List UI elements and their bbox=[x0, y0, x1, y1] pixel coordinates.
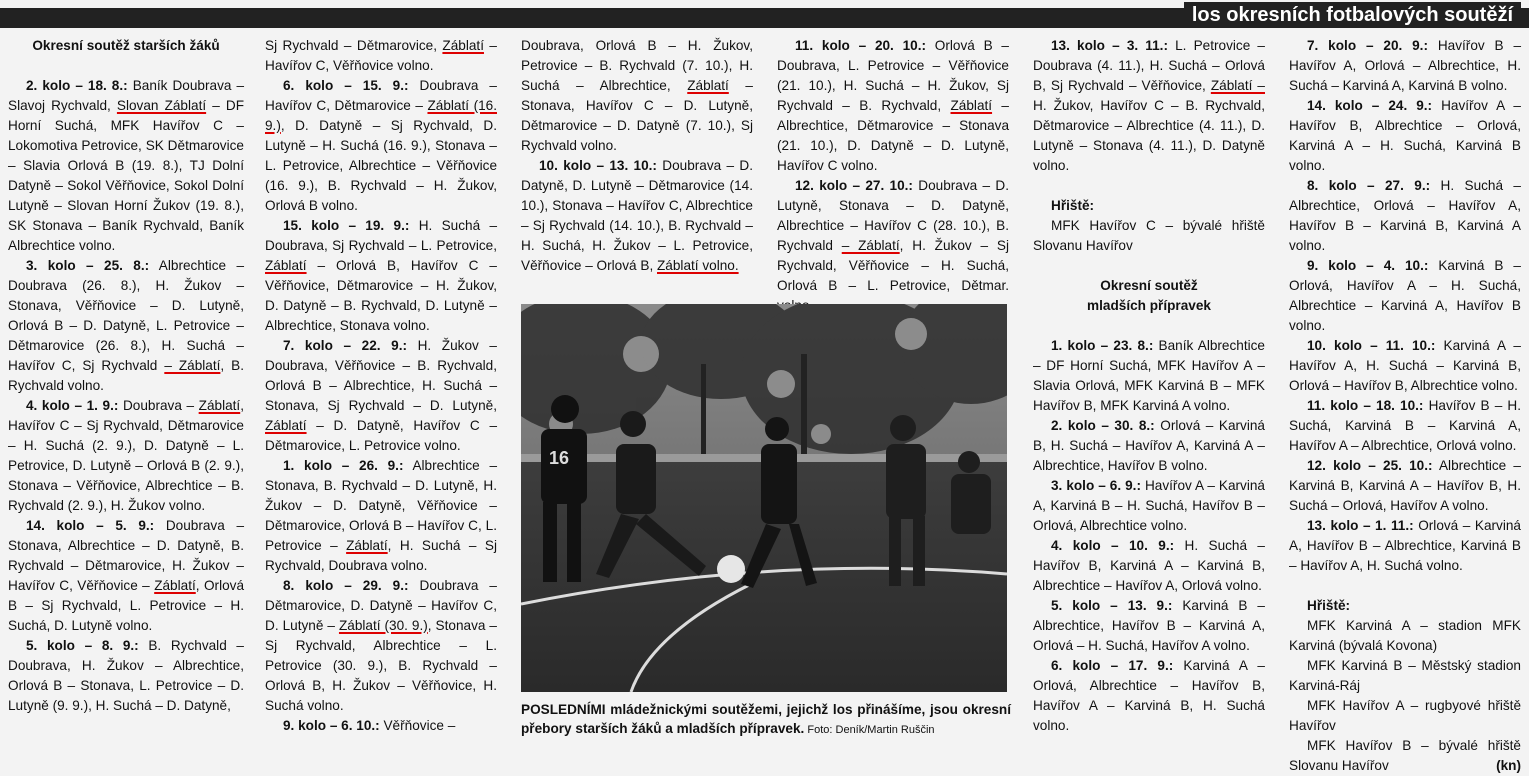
pitch-karvina-b: MFK Karviná B – Městský stadion Karviná-Ráj bbox=[1289, 658, 1521, 693]
jersey-number: 16 bbox=[549, 448, 570, 468]
column-3 bbox=[521, 36, 753, 276]
round-11: 11. kolo – 20. 10.: Orlová B – Doubrava, L. Petrovice – Věřňovice (21. 10.), H. Suchá – H. Žukov, Sj Rychvald – B. Rychvald, Záblatí – Albrechtice, Dětmarovice – Stonava (21. 10.), D. Datyně – D. Lutyně, Havířov C volno. bbox=[777, 38, 1009, 173]
prep-round-3: 3. kolo – 6. 9.: Havířov A – Karviná A, Karviná B – H. Suchá, Havířov B – Orlová, Albrechtice volno. bbox=[1033, 478, 1265, 533]
prep-round-9: 9. kolo – 4. 10.: Karviná B – Orlová, Havířov A – H. Suchá, Albrechtice – Karviná A, Havířov B volno. bbox=[1289, 258, 1521, 333]
round-10: 10. kolo – 13. 10.: Doubrava – D. Datyně, D. Lutyně – Dětmarovice (14. 10.), Stonava – Havířov C, Albrechtice – Sj Rychvald (14. 10.), B. Rychvald – H. Suchá, H. Žukov – L. Petrovice, Věřňovice – Orlová B, Záblatí volno. bbox=[521, 158, 753, 273]
prep-round-12: 12. kolo – 25. 10.: Albrechtice – Karviná B, Karviná A – Havířov B, H. Suchá – Orlová, Havířov A volno. bbox=[1289, 458, 1521, 513]
prep-round-7: 7. kolo – 20. 9.: Havířov B – Havířov A, Orlová – Albrechtice, H. Suchá – Karviná A, Karviná B volno. bbox=[1289, 38, 1521, 93]
prep-round-2: 2. kolo – 30. 8.: Orlová – Karviná B, H. Suchá – Havířov A, Karviná A – Albrechtice, Havířov B volno. bbox=[1033, 418, 1265, 473]
round-2: 2. kolo – 18. 8.: Baník Doubrava – Slavoj Rychvald, Slovan Záblatí – DF Horní Suchá, MFK Havířov C – Lokomotiva Petrovice, SK Dětmarovice – Slavia Orlová B (19. 8.), TJ Dolní Datyně – Sokol Věřňovice, Sokol Dolní Lutyně – Slovan Horní Žukov (19. 8.), SK Stonava – Baník Rychvald, Baník Albrechtice volno. bbox=[8, 78, 245, 253]
round-13: 13. kolo – 3. 11.: L. Petrovice – Doubrava (4. 11.), H. Suchá – Orlová B, Sj Rychvald – Věřňovice, Záblatí – H. Žukov, Havířov C – B. Rychvald, Dětmarovice – Albrechtice (4. 11.), D. Lutyně – Stonava (4. 11.), D. Datyně volno. bbox=[1033, 38, 1265, 173]
round-1: 1. kolo – 26. 9.: Albrechtice – Stonava, B. Rychvald – D. Lutyně, H. Žukov – D. Datyně, Věřňovice – Dětmarovice, Orlová B – Havířov C, L. Petrovice – Záblatí, H. Suchá – Sj Rychvald, Doubrava volno. bbox=[265, 458, 497, 573]
author-initials: (kn) bbox=[1496, 758, 1521, 773]
section-heading-pripravky-2: mladších přípravek bbox=[1087, 298, 1211, 313]
pitch-heading-2: Hřiště: bbox=[1307, 598, 1351, 613]
round-5-cont: Sj Rychvald – Dětmarovice, Záblatí – Havířov C, Věřňovice volno. bbox=[265, 38, 497, 73]
prep-round-10: 10. kolo – 11. 10.: Karviná A – Havířov A, H. Suchá – Karviná B, Orlová – Havířov B, Albrechtice volno. bbox=[1289, 338, 1521, 393]
pitch-karvina-a: MFK Karviná A – stadion MFK Karviná (bývalá Kovona) bbox=[1289, 618, 1521, 653]
prep-round-1: 1. kolo – 23. 8.: Baník Albrechtice – DF Horní Suchá, MFK Havířov A – Slavia Orlová, MFK Karviná B – MFK Havířov B, MFK Karviná A volno. bbox=[1033, 338, 1265, 413]
column-6 bbox=[1289, 36, 1521, 776]
prep-round-8: 8. kolo – 27. 9.: H. Suchá – Albrechtice, Orlová – Havířov A, Havířov B – Karviná B, Karviná A volno. bbox=[1289, 178, 1521, 253]
prep-round-14: 14. kolo – 24. 9.: Havířov A – Havířov B, Albrechtice – Orlová, Karviná A – H. Suchá, Karviná B volno. bbox=[1289, 98, 1521, 173]
photo-caption bbox=[521, 700, 1011, 740]
pitch-havirov-b: MFK Havířov B – bývalé hřiště Slovanu Havířov (kn) bbox=[1289, 736, 1521, 776]
photo-credit: Foto: Deník/Martin Ruščin bbox=[804, 724, 935, 736]
header-banner bbox=[0, 0, 1529, 28]
round-7: 7. kolo – 22. 9.: H. Žukov – Doubrava, Věřňovice – B. Rychvald, Orlová B – Albrechtice, H. Suchá – Stonava, Sj Rychvald – D. Lutyně, Záblatí – D. Datyně, Havířov C – Dětmarovice, L. Petrovice volno. bbox=[265, 338, 497, 453]
prep-round-11: 11. kolo – 18. 10.: Havířov B – H. Suchá, Karviná B – Karviná A, Havířov A – Albrechtice, Orlová volno. bbox=[1289, 398, 1521, 453]
caption-lead: POSLEDNÍMI bbox=[521, 702, 606, 717]
caption-text: mládežnickými soutěžemi, jejichž los přinášíme, jsou okresní přebory starších žáků a mladších přípravek. bbox=[521, 702, 1011, 736]
section-heading-pripravky-1: Okresní soutěž bbox=[1100, 278, 1198, 293]
column-1 bbox=[8, 36, 244, 716]
round-3: 3. kolo – 25. 8.: Albrechtice – Doubrava (26. 8.), H. Žukov – Stonava, Věřňovice – D. Lutyně, Orlová B – D. Datyně, L. Petrovice – Dětmarovice (26. 8.), H. Suchá – Havířov C, Sj Rychvald – Záblatí, B. Rychvald volno. bbox=[8, 258, 245, 393]
round-14: 14. kolo – 5. 9.: Doubrava – Stonava, Albrechtice – D. Datyně, B. Rychvald – Dětmarovice, H. Žukov – Havířov C, Věřňovice – Záblatí, Orlová B – Sj Rychvald, L. Petrovice – H. Suchá, D. Lutyně volno. bbox=[8, 518, 245, 633]
column-2 bbox=[265, 36, 497, 736]
photo-illustration bbox=[521, 304, 1007, 692]
prep-round-6: 6. kolo – 17. 9.: Karviná A – Orlová, Albrechtice – Havířov B, Havířov A – Karviná B, H. Suchá volno. bbox=[1033, 658, 1265, 733]
round-9-cont: Doubrava, Orlová B – H. Žukov, Petrovice – B. Rychvald (7. 10.), H. Suchá – Albrechtice, Záblatí – Stonava, Havířov C – D. Lutyně, Dětmarovice – D. Datyně (7. 10.), Sj Rychvald volno. bbox=[521, 38, 753, 153]
prep-round-5: 5. kolo – 13. 9.: Karviná B – Albrechtice, Havířov B – Karviná A, Orlová – H. Suchá, Havířov A volno. bbox=[1033, 598, 1265, 653]
column-4 bbox=[777, 36, 1009, 316]
pitch-info: MFK Havířov C – bývalé hřiště Slovanu Havířov bbox=[1033, 218, 1265, 253]
round-12: 12. kolo – 27. 10.: Doubrava – D. Lutyně, Stonava – D. Datyně, Albrechtice – Havířov C (28. 10.), B. Rychvald – Záblatí, H. Žukov – Sj Rychvald, Věřňovice – H. Suchá, Orlová B – L. Petrovice, Dětmar. bbox=[777, 178, 1009, 293]
pitch-havirov-a: MFK Havířov A – rugbyové hřiště Havířov bbox=[1289, 698, 1521, 733]
page-title: los okresních fotbalových soutěží bbox=[1184, 2, 1521, 28]
round-5: 5. kolo – 8. 9.: B. Rychvald – Doubrava, H. Žukov – Albrechtice, Orlová B – Stonava, L. Petrovice – D. Lutyně (9. 9.), H. Suchá – D. Datyně, bbox=[8, 638, 244, 713]
pitch-heading: Hřiště: bbox=[1051, 198, 1095, 213]
round-4: 4. kolo – 1. 9.: Doubrava – Záblatí, Havířov C – Sj Rychvald, Dětmarovice – H. Suchá (2. 9.), D. Datyně – L. Petrovice, D. Lutyně – Orlová B (2. 9.), Stonava – Věřňovice, Albrechtice – B. Rychvald (2. 9.), H. Žukov volno. bbox=[8, 398, 244, 513]
section-heading-starsi-zaci: Okresní soutěž starších žáků bbox=[32, 38, 220, 53]
round-9: 9. kolo – 6. 10.: Věřňovice – bbox=[283, 718, 456, 733]
round-15: 15. kolo – 19. 9.: H. Suchá – Doubrava, Sj Rychvald – L. Petrovice, Záblatí – Orlová B, Havířov C – Věřňovice, Dětmarovice – H. Žukov, D. Datyně – B. Rychvald, D. Lutyně – Albrechtice, Stonava volno. bbox=[265, 218, 497, 333]
prep-round-13: 13. kolo – 1. 11.: Orlová – Karviná A, Havířov B – Albrechtice, Karviná B – Havířov A, H. Suchá volno. bbox=[1289, 518, 1521, 573]
match-photo bbox=[521, 304, 1007, 692]
round-6: 6. kolo – 15. 9.: Doubrava – Havířov C, Dětmarovice – Záblatí (16. 9.), D. Datyně – Sj Rychvald, D. Lutyně – H. Suchá (16. 9.), Stonava – L. Petrovice, Albrechtice – Věřňovice (16. 9.), B. Rychvald – H. Žukov, Orlová B volno. bbox=[265, 78, 497, 213]
column-5 bbox=[1033, 36, 1265, 736]
prep-round-4: 4. kolo – 10. 9.: H. Suchá – Havířov B, Karviná A – Karviná B, Albrechtice – Havířov A, Orlová volno. bbox=[1033, 538, 1265, 593]
round-8: 8. kolo – 29. 9.: Doubrava – Dětmarovice, D. Datyně – Havířov C, D. Lutyně – Záblatí (30. 9.), Stonava – Sj Rychvald, Albrechtice – L. Petrovice (30. 9.), B. Rychvald – Orlová B, H. Žukov – Věřňovice, H. Suchá volno. bbox=[265, 578, 497, 713]
